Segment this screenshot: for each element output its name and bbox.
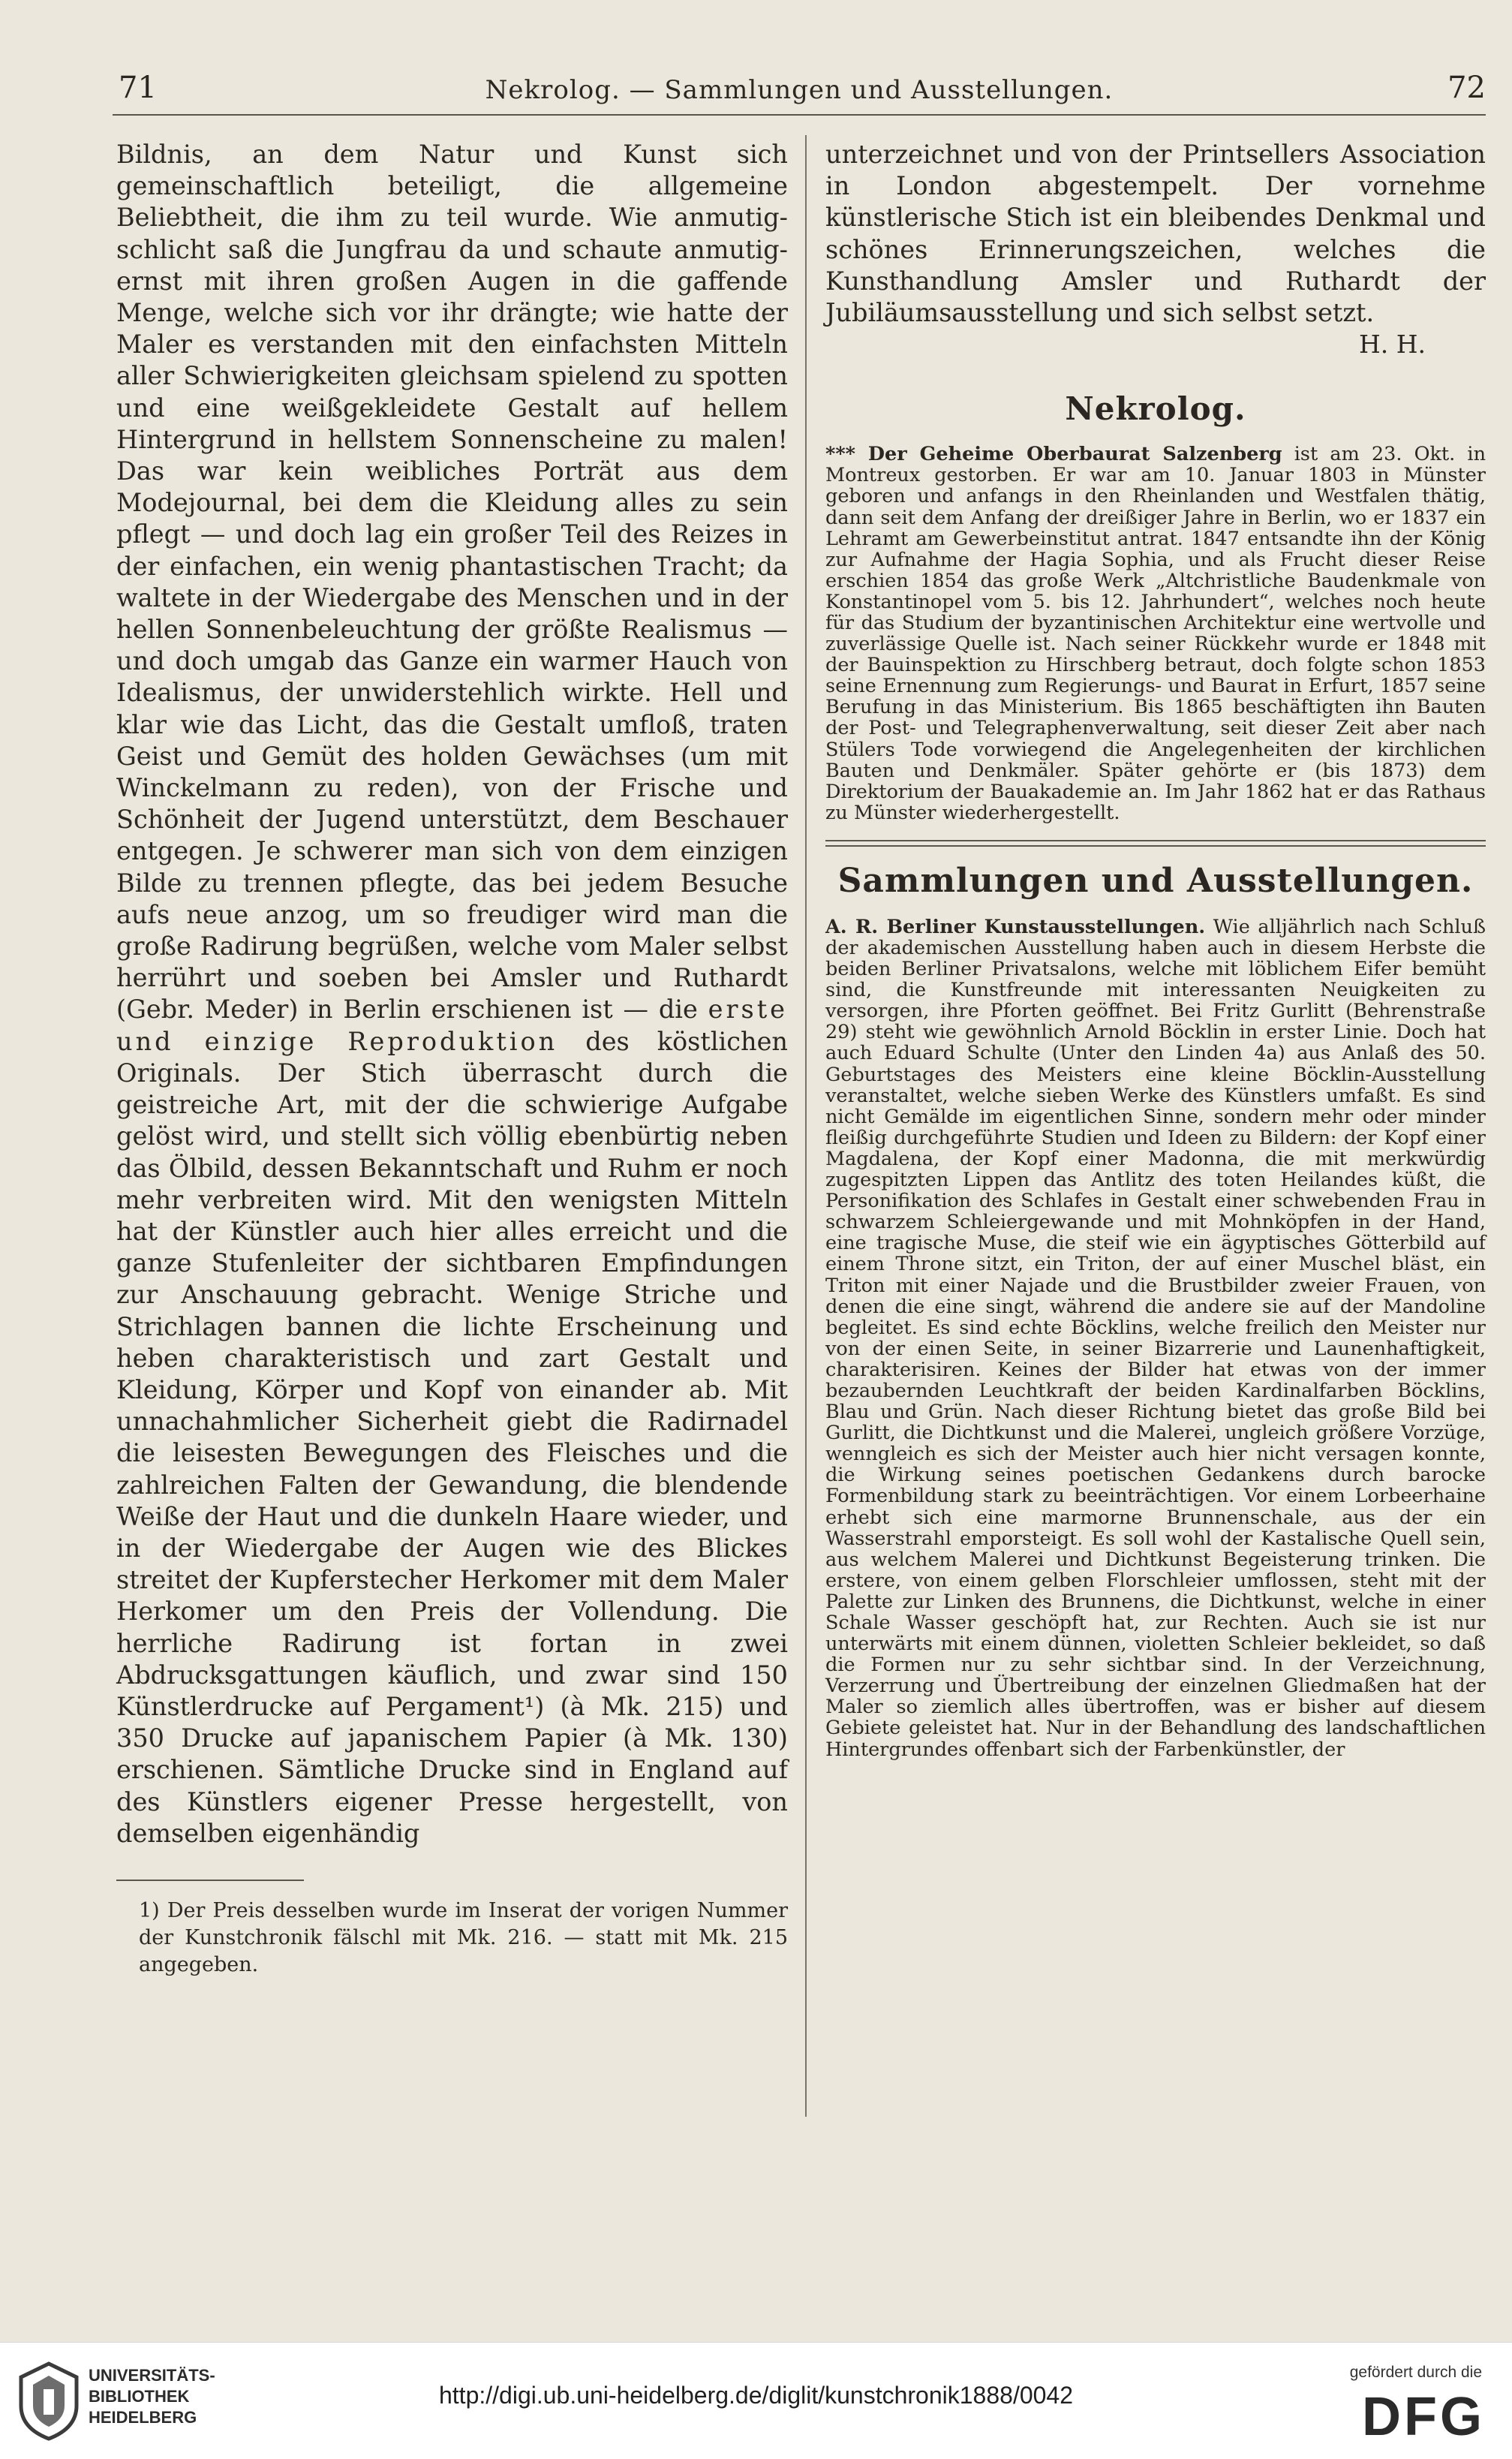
emphasized-text: erste und einzige Reproduktion [116,995,788,1056]
page-number-right: 72 [1447,71,1486,105]
funded-by-text: gefördert durch die [1349,2364,1482,2381]
sammlungen-lead: A. R. Berliner Kunstausstellungen. [825,915,1206,938]
article-text-1: Bildnis, an dem Natur und Kunst sich gemeinschaftlich beteiligt, die allgemeine Beliebtheit, die ihm zu teil wurde. Wie anmutig-schlicht saß die Jungfrau da und schaute anmutig-ernst mit ihren großen Augen in die gaffende Menge, welche sich vor ihr drängte; wie hatte der Maler es verstanden mit den einfachsten Mitteln aller Schwierigkeiten gleichsam spielend zu spotten und eine weißgekleidete Gestalt auf hellem Hintergrund in hellstem Sonnenscheine zu malen! Das war kein weibliches Porträt aus dem Modejournal, bei dem die Kleidung alles zu sein pflegt — und doch lag ein großer Teil des Reizes in der einfachen, ein wenig phantastischen Tracht; da waltete in der Wiedergabe des Menschen und in der hellen Sonnenbeleuchtung der größte Realismus — und doch umgab das Ganze ein warmer Hauch von Idealismus, der unwiderstehlich wirkte. Hell und klar wie das Licht, das die Gestalt umfloß, traten Geist und Gemüt des holden Gewächses (um mit Winckelmann zu reden), von der Frische und Schönheit der Jugend unterstützt, dem Beschauer entgegen. Je schwerer man sich von dem einzigen Bilde zu trennen pflegte, das bei jedem Besuche aufs neue anzog, um so freudiger wird man die große Radirung begrüßen, welche vom Maler selbst herrührt und soeben bei Amsler und Ruthardt (Gebr. Meder) in Berlin erschienen ist — die [116,140,788,1025]
source-url[interactable]: http://digi.ub.uni-heidelberg.de/diglit/kunstchronik1888/0042 [438,2382,1074,2409]
right-column [825,139,1486,1760]
dfg-logo: DFG [1362,2387,1485,2447]
left-column [116,139,788,1979]
nekrolog-text: ist am 23. Okt. in Montreux gestorben. Er war am 10. Januar 1803 in Münster geboren und anfangs in den Rheinlanden und Westfalen thätig, dann seit dem Anfang der dreißiger Jahre in Berlin, wo er 1837 ein Lehramt am Gewerbeinstitut antrat. 1847 entsandte ihn der König zur Aufnahme der Hagia Sophia, und als Frucht dieser Reise erschien 1854 das große Werk „Altchristliche Baudenkmale von Konstantinopel vom 5. bis 12. Jahrhundert“, welches noch heute für das Studium der byzantinischen Architektur eine wertvolle und zuverlässige Quelle ist. Nach seiner Rückkehr wurde er 1848 mit der Bauinspektion zu Hirschberg betraut, doch folgte schon 1853 seine Ernennung zum Regierungs- und Baurat in Erfurt, 1857 seine Berufung in das Ministerium. Bis 1865 beschäftigten ihn Bauten der Post- und Telegraphenverwaltung, seit dieser Zeit aber nach Stülers Tode vorwiegend die Angelegenheiten der kirchlichen Bauten und Denkmäler. Später gehörte er (bis 1873) dem Direktorium der Bauakademie an. Im Jahr 1862 hat er das Rathaus zu Münster wiederhergestellt. [825,443,1486,824]
institution-line: UNIVERSITÄTS- [89,2366,215,2385]
footnote: 1) Der Preis desselben wurde im Inserat der vorigen Nummer der Kunstchronik fälschl mit Mk. 216. — statt mit Mk. 215 angegeben. [139,1898,788,1976]
sammlungen-text: Wie alljährlich nach Schluß der akademischen Ausstellung haben auch in diesem Herbste die beiden Berliner Privatsalons, welche mit löblichem Eifer bemüht sind, die Kunstfreunde mit interessanten Neuigkeiten zu versorgen, ihre Pforten geöffnet. Bei Fritz Gurlitt (Behrenstraße 29) steht wie gewöhnlich Arnold Böcklin in erster Linie. Doch hat auch Eduard Schulte (Unter den Linden 4a) aus Anlaß des 50. Geburtstages des Meisters eine kleine Böcklin-Ausstellung veranstaltet, welche sieben Werke des Künstlers umfaßt. Es sind nicht Gemälde im eigentlichen Sinne, sondern mehr oder minder fleißig durchgeführte Studien und Ideen zu Bildern: der Kopf einer Magdalena, der Kopf einer Madonna, die mit merkwürdig zugespitzten Lippen das Antlitz des toten Heilandes küßt, die Personifikation des Schlafes in Gestalt einer schwebenden Frau in schwarzem Schleiergewande und mit Mohnköpfen in der Hand, eine tragische Muse, die steif wie ein ägyptisches Götterbild auf einem Throne sitzt, ein Triton, der auf einer Muschel bläst, ein Triton mit einer Najade und die Brustbilder zweier Frauen, von denen die eine singt, während die andere sie auf der Mandoline begleitet. Es sind echte Böcklins, welche freilich den Meister nur von der einen Seite, in seiner Bizarrerie und Launenhaftigkeit, charakterisiren. Keines der Bilder hat etwas von der immer bezaubernden Leuchtkraft der beiden Kardinalfarben Böcklins, Blau und Grün. Nach dieser Richtung bietet das große Bild bei Gurlitt, die Dichtkunst und die Malerei, ungleich größere Vorzüge, wenngleich es sich der Meister auch hier nicht versagen konnte, die Wirkung seines poetischen Gedankens durch barocke Formenbildung stark zu beeinträchtigen. Vor einem Lorbeerhaine erhebt sich eine marmorne Brunnenschale, aus der ein Wasserstrahl emporsteigt. Es soll wohl der Kastalische Quell sein, aus welchem Malerei und Dichtkunst Begeisterung trinken. Die erstere, von einem gelben Florschleier umflossen, steht mit der Palette zur Linken des Brunnens, die Dichtkunst, welche in einer Schale Wasser geschöpft hat, zur Rechten. Auch sie ist nur unterwärts mit einem dünnen, violetten Schleier bekleidet, so daß die Formen nur zu sehr sichtbar sind. In der Verzeichnung, Verzerrung und Übertreibung der einzelnen Gliedmaßen hat der Maler so ziemlich alles übertroffen, was er bisher auf diesem Gebiete geleistet hat. Nur in der Behandlung des landschaftlichen Hintergrundes offenbart sich der Farbenkünstler, der [825,915,1486,1761]
running-title: Nekrolog. — Sammlungen und Ausstellungen. [485,75,1114,105]
article-body [116,139,788,1850]
article-text-2: des köstlichen Originals. Der Stich überrascht durch die geistreiche Art, mit der die schwierige Aufgabe gelöst wird, und stellt sich völlig ebenbürtig neben das Ölbild, dessen Bekanntschaft und Ruhm er noch mehr verbreiten wird. Mit den wenigsten Mitteln hat der Künstler auch hier alles erreicht und die ganze Stufenleiter der sichtbaren Empfindungen zur Anschauung gebracht. Wenige Striche und Strichlagen bannen die lichte Erscheinung und heben charakteristisch und zart Gestalt und Kleidung, Körper und Kopf von einander ab. Mit unnachahmlicher Sicherheit giebt die Radirnadel die leisesten Bewegungen des Fleisches und die zahlreichen Falten der Gewandung, die blendende Weiße der Haut und die dunkeln Haare wieder, und in der Wiedergabe der Augen wie des Blickes streitet der Kupferstecher Herkomer mit dem Maler Herkomer um den Preis der Vollendung. Die herrliche Radirung ist fortan in zwei Abdrucksgattungen käuflich, und zwar sind 150 Künstlerdrucke auf Pergament¹) (à Mk. 215) und 350 Drucke auf japanischem Papier (à Mk. 130) erschienen. Sämtliche Drucke sind in England auf des Künstlers eigener Presse hergestellt, von demselben eigenhändig [116,1026,788,1848]
article-continuation: unterzeichnet und von der Printsellers Association in London abgestempelt. Der vornehme künstlerische Stich ist ein bleibendes Denkmal und schönes Erinnerungszeichen, welches die Kunsthandlung Amsler und Ruthardt der Jubiläumsausstellung und sich selbst setzt. [825,140,1486,328]
nekrolog-heading: Nekrolog. [1065,390,1246,428]
section-rule-double [825,845,1486,847]
institution-line: HEIDELBERG [89,2408,197,2427]
nekrolog-lead: *** Der Geheime Oberbaurat Salzenberg [825,443,1282,466]
sammlungen-entry [825,916,1486,1760]
signature: H. H. [1358,330,1426,360]
digitization-footer [0,2342,1512,2459]
institution-line: BIBLIOTHEK [89,2387,190,2406]
nekrolog-entry [825,444,1486,823]
footnote-rule [116,1880,304,1881]
signature-line [825,329,1486,360]
sammlungen-heading: Sammlungen und Ausstellungen. [837,861,1474,900]
page-number-left: 71 [119,71,157,105]
section-rule [825,840,1486,841]
column-divider [805,135,807,2117]
page-header [113,69,1486,116]
